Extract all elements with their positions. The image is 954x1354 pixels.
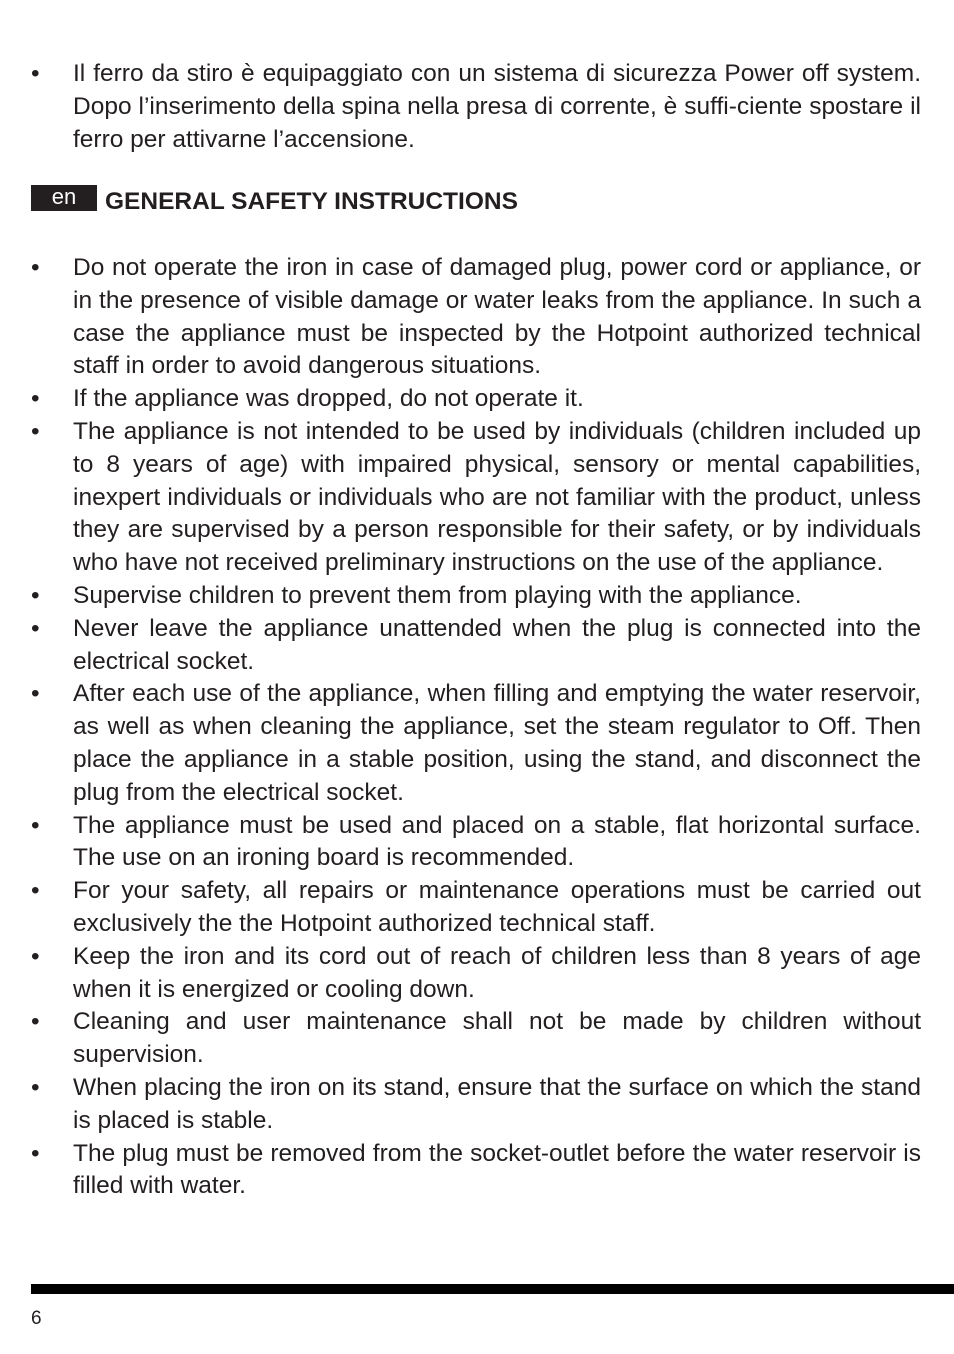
section-title: GENERAL SAFETY INSTRUCTIONS: [105, 188, 518, 215]
list-item-text: Cleaning and user maintenance shall not be made by children without supervision.: [73, 1008, 921, 1069]
list-item-text: Never leave the appliance unattended when the plug is connected into the electrical socket.: [73, 614, 921, 675]
bullet-marker: •: [31, 811, 40, 839]
section-heading: [31, 186, 518, 218]
list-item: [31, 810, 921, 876]
list-item: [31, 941, 921, 1007]
list-item-text: The appliance must be used and placed on a stable, flat horizontal surface. The use on an ironing board is recommended.: [73, 811, 921, 872]
list-item-text: Il ferro da stiro è equipaggiato con un sistema di sicurezza Power off system. Dopo l’inserimento della spina nella presa di corrente, è suffi-ciente spostare il ferro per attivarne l’accensione.: [73, 60, 921, 153]
bullet-marker: •: [31, 1139, 40, 1167]
list-item: [31, 613, 921, 679]
list-item-text: The appliance is not intended to be used by individuals (children included up to 8 years of age) with impaired physical, sensory or mental capabilities, inexpert individuals or individuals who are not familiar with the product, unless they are supervised by a person responsible for their safety, or by individuals who have not received preliminary instructions on the use of the appliance.: [73, 417, 921, 577]
bullet-marker: •: [31, 1073, 40, 1101]
list-item: [31, 580, 921, 613]
list-item-text: When placing the iron on its stand, ensure that the surface on which the stand is placed is stable.: [73, 1073, 921, 1134]
list-item-text: If the appliance was dropped, do not operate it.: [73, 385, 584, 413]
list-item-text: For your safety, all repairs or maintenance operations must be carried out exclusively the the Hotpoint authorized technical staff.: [73, 877, 921, 937]
list-item: [31, 252, 921, 383]
bullet-marker: •: [31, 942, 40, 970]
list-item-text: Supervise children to prevent them from playing with the appliance.: [73, 581, 802, 609]
footer-divider: [31, 1284, 954, 1294]
list-item: [31, 58, 921, 156]
language-badge: en: [31, 185, 97, 211]
bullet-marker: •: [31, 581, 40, 609]
list-item: [31, 678, 921, 809]
list-item: [31, 416, 921, 580]
list-item: [31, 383, 921, 416]
list-item: [31, 1006, 921, 1072]
intro-bullet-list: [31, 58, 921, 156]
bullet-marker: •: [31, 254, 40, 281]
bullet-marker: •: [31, 1008, 40, 1036]
list-item: [31, 1072, 921, 1138]
list-item: [31, 1138, 921, 1204]
safety-instructions-list: [31, 252, 921, 1203]
list-item-text: The plug must be removed from the socket-outlet before the water reservoir is filled with water.: [73, 1139, 921, 1200]
page-number: 6: [31, 1308, 42, 1329]
list-item: [31, 875, 921, 941]
bullet-marker: •: [31, 385, 40, 413]
bullet-marker: •: [31, 877, 40, 905]
bullet-marker: •: [31, 680, 40, 708]
bullet-marker: •: [31, 60, 40, 87]
list-item-text: Do not operate the iron in case of damaged plug, power cord or appliance, or in the presence of visible damage or water leaks from the appliance. In such a case the appliance must be inspected by the Hotpoint authorized technical staff in order to avoid dangerous situations.: [73, 254, 921, 380]
list-item-text: After each use of the appliance, when filling and emptying the water reservoir, as well as when cleaning the appliance, set the steam regulator to Off. Then place the appliance in a stable position, using the stand, and disconnect the plug from the electrical socket.: [73, 680, 921, 806]
bullet-marker: •: [31, 614, 40, 642]
list-item-text: Keep the iron and its cord out of reach of children less than 8 years of age when it is energized or cooling down.: [73, 942, 921, 1003]
bullet-marker: •: [31, 417, 40, 445]
